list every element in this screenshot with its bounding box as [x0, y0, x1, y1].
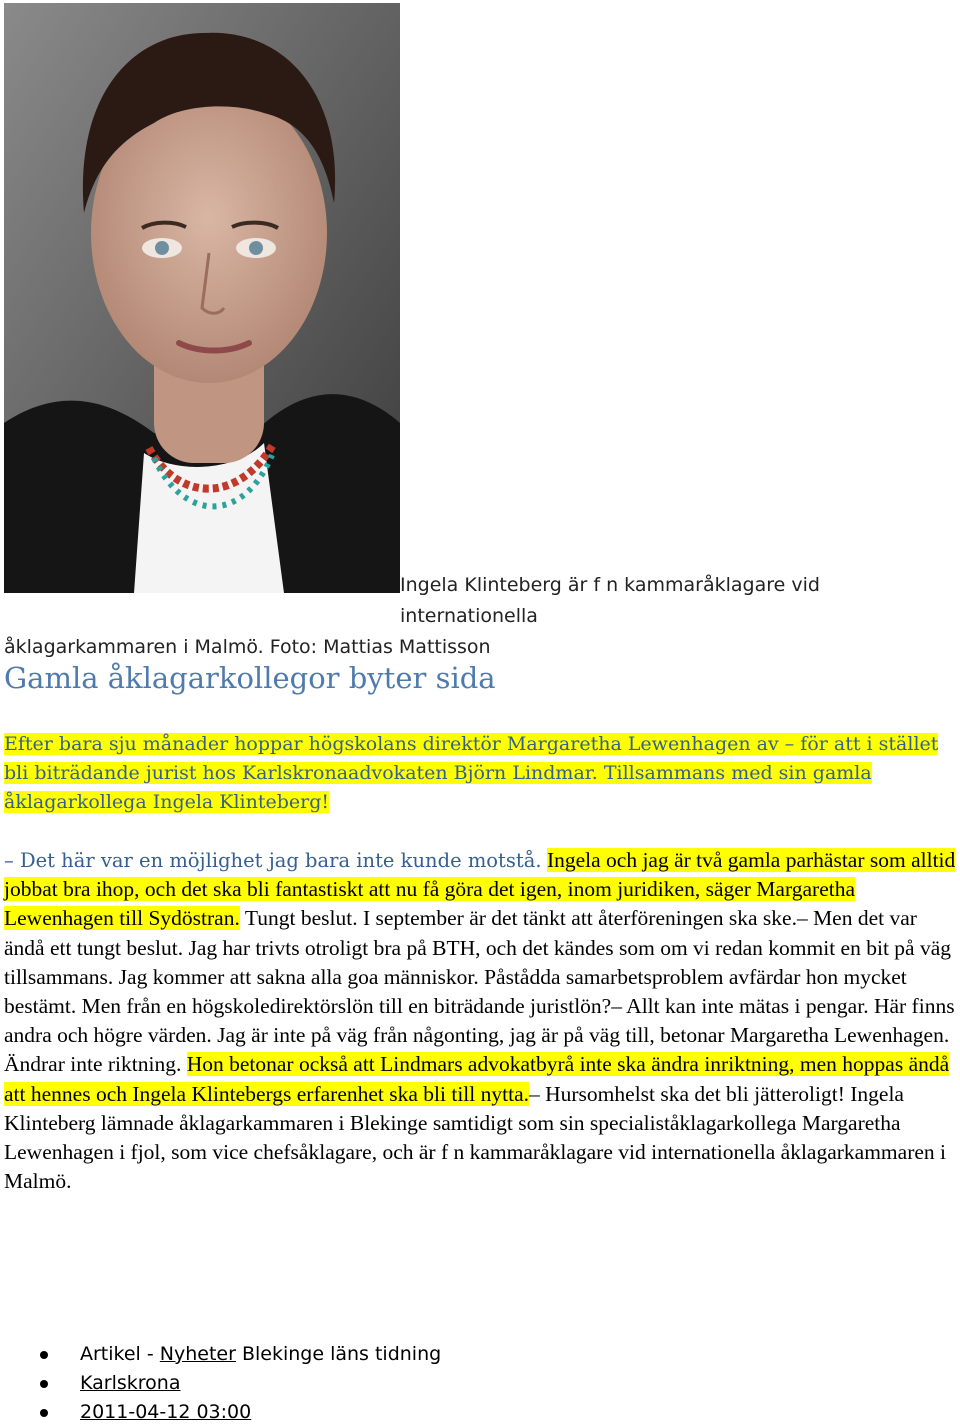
- meta-prefix: Artikel -: [80, 1343, 160, 1365]
- caption-line-2: åklagarkammaren i Malmö. Foto: Mattias Mattisson: [4, 636, 491, 658]
- portrait-icon: [4, 3, 400, 593]
- body-quote: – Det här var en möjlighet jag bara inte kunde motstå.: [4, 849, 542, 872]
- caption-line-1: Ingela Klinteberg är f n kammaråklagare vid internationella: [400, 574, 820, 627]
- bullet-icon: [40, 1351, 48, 1359]
- meta-source: Blekinge läns tidning: [235, 1343, 442, 1365]
- body-sentence-2: Tungt beslut. I september är det tänkt att återföreningen ska ske.– Men det var ändå ett tungt beslut. Jag har trivts otroligt bra på BTH, och det kändes som om vi redan kommit en bit på väg tillsammans. Jag kommer att sakna alla goa människor. Påstådda samarbetsproblem avfärdar hon mycket bestämt. Men från en högskoledirektörslön till en biträdande juristlön?– Allt kan inte mätas i pengar. Här finns andra och högre värden. Jag är inte på väg från någonting, jag är på väg till, betonar Margaretha Lewenhagen. Ändrar inte riktning.: [4, 906, 955, 1077]
- portrait-photo: [4, 3, 400, 593]
- intro-text: Efter bara sju månader hoppar högskolans direktör Margaretha Lewenhagen av – för att i stället bli biträdande jurist hos Karlskronaadvokaten Björn Lindmar. Tillsammans med sin gamla åklagarkollega Ingela Klinteberg!: [4, 733, 939, 813]
- photo-caption: [4, 570, 956, 663]
- article-meta-list: [0, 1340, 441, 1427]
- meta-item-date: [0, 1398, 441, 1427]
- body-sentence-4: – Hursomhelst ska det bli jätteroligt! Ingela Klinteberg lämnade åklagarkammaren i Blekinge samtidigt som sin specialiståklagarkollega Margaretha Lewenhagen i fjol, som vice chefsåklagare, och är f n kammaråklagare vid internationella åklagarkammaren i Malmö.: [4, 1081, 946, 1194]
- bullet-icon: [40, 1409, 48, 1417]
- location-link[interactable]: Karlskrona: [80, 1372, 181, 1394]
- meta-item-location: [0, 1369, 441, 1398]
- article-title: Gamla åklagarkollegor byter sida: [4, 661, 496, 695]
- section-link[interactable]: Nyheter: [159, 1343, 236, 1365]
- meta-item-source: [0, 1340, 441, 1369]
- article-intro: [4, 730, 944, 817]
- body-sentence-3: Hon betonar också att Lindmars advokatbyrå inte ska ändra inriktning, men hoppas ändå att hennes och Ingela Klintebergs erfarenhet ska bli till nytta.: [4, 1052, 950, 1106]
- date-link[interactable]: 2011-04-12 03:00: [80, 1401, 252, 1423]
- bullet-icon: [40, 1380, 48, 1388]
- article-body: [4, 846, 959, 1196]
- body-sentence-1: Ingela och jag är två gamla parhästar som alltid jobbat bra ihop, och det ska bli fantastiskt att nu få göra det igen, inom juridiken, säger Margaretha Lewenhagen till Sydöstran.: [4, 848, 956, 931]
